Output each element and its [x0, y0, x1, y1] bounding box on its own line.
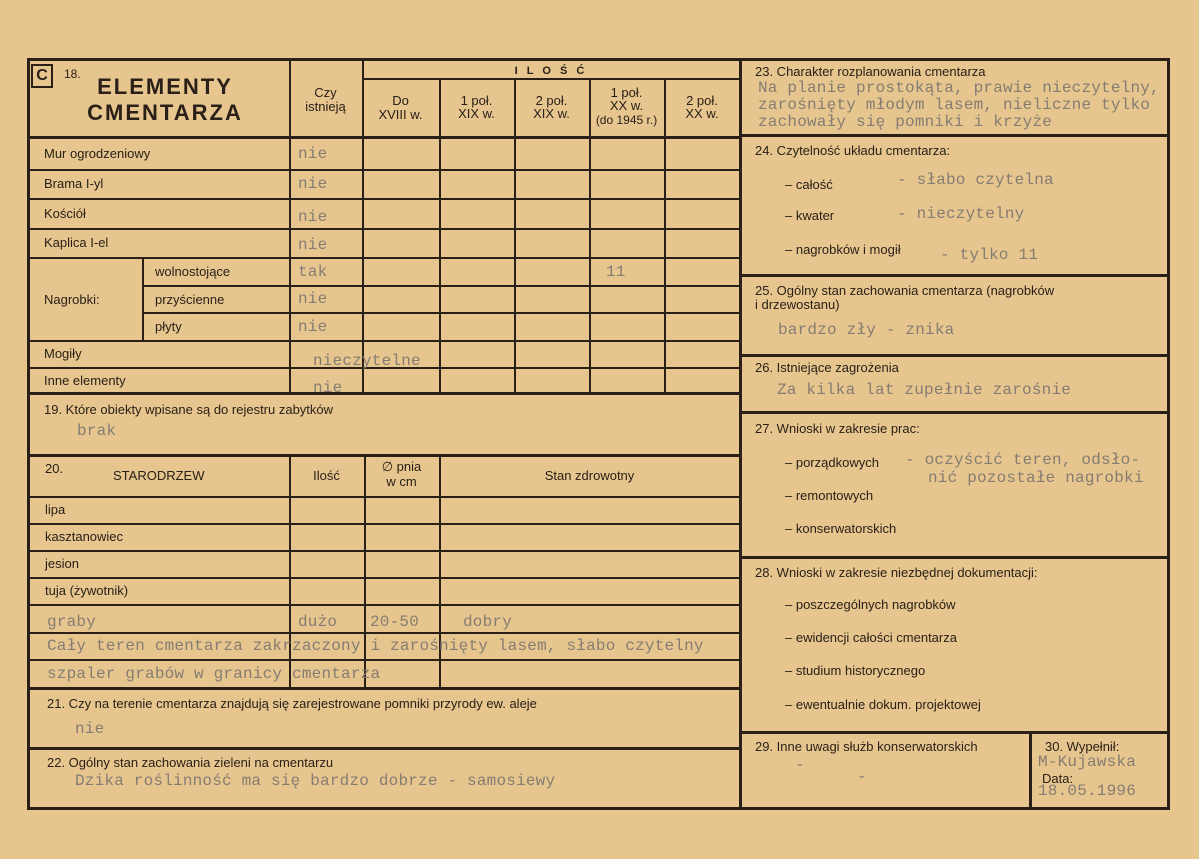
- tree-diameter-hornbeam: 20-50: [370, 613, 420, 631]
- row-label-other: Inne elementy: [44, 373, 126, 388]
- row-value-mounds: nieczytelne: [313, 352, 421, 370]
- s30-date-value: 18.05.1996: [1038, 782, 1137, 800]
- period-header-3-line1: 1 poł.: [610, 85, 643, 100]
- s18-number: 18.: [64, 67, 81, 81]
- period-header-3-line2: XX w.: [609, 98, 644, 113]
- row-value-chapel: nie: [298, 236, 328, 254]
- s20-diameter-header-line1: ∅ pnia: [381, 459, 422, 474]
- s20-bottom-rule: [27, 687, 740, 690]
- row-label-freestanding: wolnostojące: [155, 264, 231, 279]
- row-label-gate: Brama I-yl: [44, 176, 104, 191]
- s27-bottom-rule: [740, 556, 1170, 559]
- s21-answer: nie: [75, 720, 105, 738]
- s20-note-line1: Cały teren cmentarza zakrzaczony i zarośnięty lasem, słabo czytelny: [47, 637, 704, 655]
- s20-title: STARODRZEW: [113, 468, 205, 483]
- s20-health-header: Stan zdrowotny: [544, 468, 635, 483]
- row-label-gravestones: Nagrobki:: [44, 292, 100, 307]
- s24-title: 24. Czytelność układu cmentarza:: [755, 143, 951, 158]
- row-count-freestanding: 11: [606, 263, 626, 281]
- s18-row-rule: [27, 198, 740, 200]
- s28-bottom-rule: [740, 731, 1170, 734]
- quantity-header: I L O Ś Ć: [514, 65, 588, 77]
- row-label-wall-mounted: przyścienne: [155, 292, 225, 307]
- s19-title: 19. Które obiekty wpisane są do rejestru zabytków: [44, 402, 334, 417]
- frame-right-rule: [1167, 58, 1170, 810]
- s26-title: 26. Istniejące zagrożenia: [755, 360, 899, 375]
- s28-item-full-inventory: – ewidencji całości cmentarza: [785, 630, 957, 645]
- s23-answer-line3: zachowały się pomniki i krzyże: [758, 113, 1053, 131]
- period-header-2-line2: XIX w.: [533, 106, 570, 121]
- row-value-other: nie: [313, 379, 343, 397]
- s29-s30-divider: [1029, 731, 1032, 809]
- s25-bottom-rule: [740, 354, 1170, 357]
- s27-item-cleanup-answer-line2: nić pozostałe nagrobki: [928, 469, 1144, 487]
- s20-row-rule: [27, 550, 740, 552]
- s23-answer-line2: zarośnięty młodym lasem, nieliczne tylko: [758, 96, 1151, 114]
- s18-subrow-rule: [142, 285, 740, 287]
- section-letter-box: C: [31, 64, 53, 88]
- s27-item-repair-label: – remontowych: [785, 488, 874, 503]
- row-value-gate: nie: [298, 175, 328, 193]
- s18-bottom-rule: [27, 392, 740, 395]
- s18-title-line1: ELEMENTY: [97, 74, 233, 99]
- period-header-4-line2: XX w.: [685, 106, 719, 121]
- tree-species-linden: lipa: [45, 502, 66, 517]
- s24-item-graves-label: – nagrobków i mogił: [785, 242, 901, 257]
- row-label-church: Kościół: [44, 206, 86, 221]
- tree-species-chestnut: kasztanowiec: [45, 529, 124, 544]
- s22-answer: Dzika roślinność ma się bardzo dobrze - samosiewy: [75, 772, 556, 790]
- s29-title: 29. Inne uwagi służb konserwatorskich: [755, 739, 978, 754]
- s25-title-line2: i drzewostanu): [755, 297, 840, 312]
- row-value-wall: nie: [298, 145, 328, 163]
- s28-item-project-docs: – ewentualnie dokum. projektowej: [785, 697, 981, 712]
- s27-title: 27. Wnioski w zakresie prac:: [755, 421, 920, 436]
- row-label-chapel: Kaplica I-el: [44, 235, 109, 250]
- s20-diameter-header-line2: w cm: [386, 474, 417, 489]
- s18-column-rule: [664, 78, 666, 393]
- s24-item-whole-answer: - słabo czytelna: [897, 171, 1054, 189]
- s18-quantity-band-rule: [362, 78, 740, 80]
- exists-header-line2: istnieją: [305, 99, 346, 114]
- s20-note-line2: szpaler grabów w granicy cmentarza: [47, 665, 381, 683]
- s18-row-rule: [27, 169, 740, 171]
- row-value-slabs: nie: [298, 318, 328, 336]
- s27-item-cleanup-answer-line1: - oczyścić teren, odsło-: [905, 451, 1141, 469]
- tree-species-hornbeam: graby: [47, 613, 97, 631]
- s30-date-label: Data:: [1042, 771, 1074, 786]
- s30-title: 30. Wypełnił:: [1045, 739, 1120, 754]
- s19-answer: brak: [77, 422, 117, 440]
- s28-title: 28. Wnioski w zakresie niezbędnej dokumentacji:: [755, 565, 1038, 580]
- s24-item-whole-label: – całość: [785, 177, 833, 192]
- s27-item-cleanup-label: – porządkowych: [785, 455, 879, 470]
- row-label-mounds: Mogiły: [44, 346, 82, 361]
- s18-row-rule: [27, 340, 740, 342]
- tree-count-hornbeam: dużo: [298, 613, 338, 631]
- s26-answer: Za kilka lat zupełnie zarośnie: [777, 381, 1072, 399]
- s20-header-rule: [27, 496, 740, 498]
- period-header-0-line2: XVIII w.: [378, 107, 423, 122]
- s23-title: 23. Charakter rozplanowania cmentarza: [755, 64, 986, 79]
- period-header-1-line1: 1 poł.: [460, 93, 493, 108]
- frame-top-rule: [27, 58, 1170, 61]
- tree-species-thuja: tuja (żywotnik): [45, 583, 129, 598]
- s28-item-individual-graves: – poszczególnych nagrobków: [785, 597, 956, 612]
- frame-bottom-rule: [27, 807, 1170, 810]
- row-label-slabs: płyty: [155, 319, 182, 334]
- s18-subrow-rule: [142, 312, 740, 314]
- period-header-4-line1: 2 poł.: [686, 93, 718, 108]
- s20-row-rule: [27, 604, 740, 606]
- tree-health-hornbeam: dobry: [463, 613, 513, 631]
- s20-row-rule: [27, 523, 740, 525]
- period-header-2-line1: 2 poł.: [535, 93, 568, 108]
- s23-bottom-rule: [740, 134, 1170, 137]
- s18-row-rule: [27, 228, 740, 230]
- s25-title-line1: 25. Ogólny stan zachowania cmentarza (nagrobków: [755, 283, 1055, 298]
- tree-species-ash: jesion: [45, 556, 79, 571]
- s29-answer-2: -: [857, 768, 867, 786]
- s18-column-rule: [439, 78, 441, 393]
- row-value-wall-mounted: nie: [298, 290, 328, 308]
- s21-title: 21. Czy na terenie cmentarza znajdują się zarejestrowane pomniki przyrody ew. aleje: [47, 696, 537, 711]
- s25-answer: bardzo zły - znika: [778, 321, 955, 339]
- s24-item-quarters-label: – kwater: [785, 208, 835, 223]
- s18-row-rule: [27, 257, 740, 259]
- s30-filled-by-name: M-Kujawska: [1038, 753, 1137, 771]
- row-value-freestanding: tak: [298, 263, 328, 281]
- s18-gravestones-split-rule: [142, 257, 144, 341]
- s20-number: 20.: [45, 461, 64, 476]
- s28-item-historical-study: – studium historycznego: [785, 663, 926, 678]
- s18-title-line2: CMENTARZA: [87, 100, 243, 125]
- exists-header-line1: Czy: [314, 85, 337, 100]
- period-header-3-line3: (do 1945 r.): [595, 113, 658, 127]
- s26-bottom-rule: [740, 411, 1170, 414]
- s20-row-rule: [27, 577, 740, 579]
- s20-count-header: Ilość: [313, 468, 340, 483]
- s20-row-rule: [27, 632, 740, 634]
- s18-header-bottom-rule: [27, 136, 740, 139]
- s19-bottom-rule: [27, 454, 740, 457]
- s24-bottom-rule: [740, 274, 1170, 277]
- s22-title: 22. Ogólny stan zachowania zieleni na cmentarzu: [47, 755, 334, 770]
- s23-answer-line1: Na planie prostokąta, prawie nieczytelny,: [758, 79, 1160, 97]
- s18-column-rule: [514, 78, 516, 393]
- s27-item-conservation-label: – konserwatorskich: [785, 521, 897, 536]
- period-header-1-line2: XIX w.: [458, 106, 495, 121]
- s24-item-graves-answer: - tylko 11: [940, 246, 1039, 264]
- s21-bottom-rule: [27, 747, 740, 750]
- s20-row-rule: [27, 659, 740, 661]
- row-label-wall: Mur ogrodzeniowy: [44, 146, 151, 161]
- s29-answer-1: -: [795, 756, 805, 774]
- period-header-0-line1: Do: [392, 93, 409, 108]
- s24-item-quarters-answer: - nieczytelny: [897, 205, 1025, 223]
- row-value-church: nie: [298, 208, 328, 226]
